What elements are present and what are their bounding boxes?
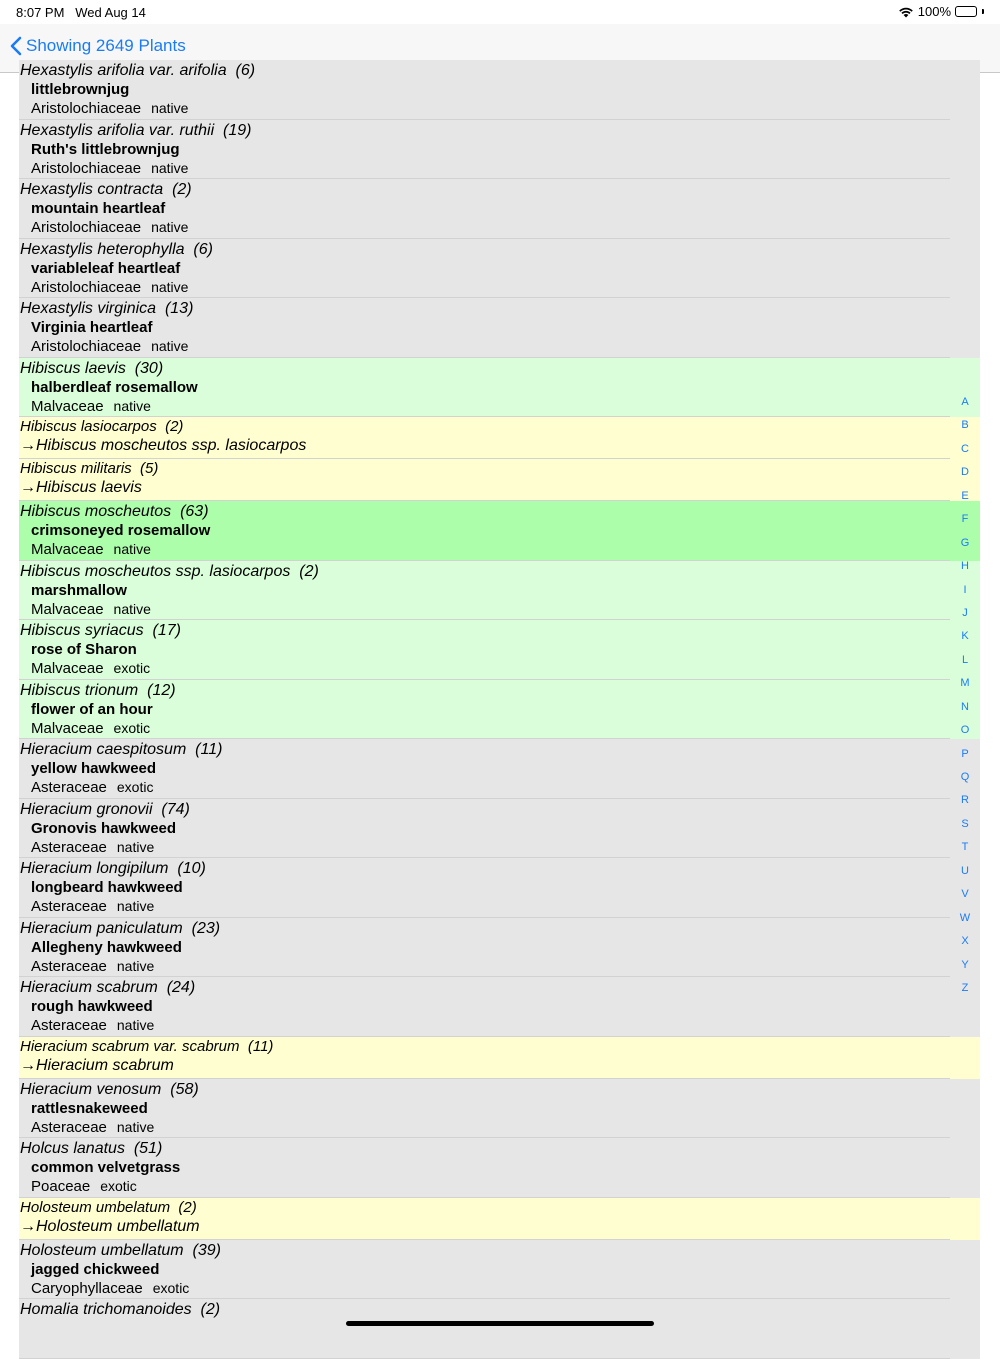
synonym-row[interactable] xyxy=(19,459,980,501)
family-line xyxy=(20,278,980,297)
plant-row[interactable] xyxy=(19,1299,980,1359)
plant-row[interactable] xyxy=(19,739,980,799)
scientific-name xyxy=(20,680,980,700)
scientific-name xyxy=(20,120,980,140)
nativity-status: exotic xyxy=(113,719,151,736)
common-name: mountain heartleaf xyxy=(31,200,166,217)
scientific-name-text: Hibiscus syriacus xyxy=(20,622,144,639)
family-line xyxy=(20,1016,980,1035)
index-letter-c[interactable]: C xyxy=(961,442,969,455)
record-count: (10) xyxy=(177,860,206,877)
index-letter-j[interactable]: J xyxy=(962,606,968,619)
nativity-status: native xyxy=(151,278,189,295)
index-letter-t[interactable]: T xyxy=(961,841,969,854)
record-count: (13) xyxy=(164,300,194,317)
record-count: (58) xyxy=(170,1080,199,1098)
scientific-name xyxy=(20,239,980,259)
synonym-row[interactable] xyxy=(19,417,980,459)
plant-list-content xyxy=(19,60,980,1359)
record-count: (2) xyxy=(172,181,192,198)
scientific-name xyxy=(20,620,980,640)
synonym-row[interactable] xyxy=(19,1198,980,1240)
family-name: Aristolochiaceae xyxy=(31,338,142,355)
nativity-status: native xyxy=(116,838,155,855)
plant-row[interactable] xyxy=(19,918,980,978)
scientific-name-text: Hexastylis arifolia var. arifolia xyxy=(20,62,227,79)
index-letter-s[interactable]: S xyxy=(961,817,969,830)
plant-row[interactable] xyxy=(19,680,980,740)
scientific-name xyxy=(20,561,980,581)
scientific-name-text: Hieracium scabrum xyxy=(20,979,158,996)
record-count: (5) xyxy=(140,460,159,477)
scientific-name xyxy=(20,298,980,318)
scientific-name xyxy=(20,417,980,436)
family-line xyxy=(20,540,980,559)
common-name: jagged chickweed xyxy=(31,1260,160,1278)
synonym-target: →Hieracium scabrum xyxy=(20,1056,174,1074)
plant-row[interactable] xyxy=(19,799,980,859)
common-name: rose of Sharon xyxy=(31,641,137,658)
scientific-name xyxy=(20,1037,980,1056)
index-letter-b[interactable]: B xyxy=(961,419,969,432)
scientific-name-text: Hibiscus militaris xyxy=(20,460,132,477)
nativity-status: exotic xyxy=(116,779,154,795)
family-name: Aristolochiaceae xyxy=(31,159,142,177)
scientific-name-text: Hexastylis contracta xyxy=(20,181,164,198)
common-name: Allegheny hawkweed xyxy=(31,938,182,956)
wifi-icon xyxy=(898,6,914,18)
plant-list[interactable] xyxy=(19,62,980,1318)
scientific-name-text: Holosteum umbellatum xyxy=(20,1241,184,1259)
nativity-status: exotic xyxy=(152,1279,190,1296)
plant-row[interactable] xyxy=(19,298,980,358)
index-letter-l[interactable]: L xyxy=(961,653,969,666)
nativity-status: native xyxy=(116,1017,155,1033)
scientific-name xyxy=(20,799,980,819)
scientific-name-text: Hieracium longipilum xyxy=(20,860,169,877)
scientific-name xyxy=(20,1299,980,1319)
scientific-name xyxy=(20,501,980,521)
record-count: (39) xyxy=(192,1241,221,1259)
record-count: (6) xyxy=(235,62,256,79)
scientific-name-text: Holosteum umbelatum xyxy=(20,1198,171,1216)
back-button-label: Showing 2649 Plants xyxy=(26,36,186,55)
family-name: Asteraceae xyxy=(31,779,107,796)
nativity-status: native xyxy=(116,898,155,914)
index-letter-m[interactable]: M xyxy=(960,677,970,690)
common-name: Ruth's littlebrownjug xyxy=(31,140,180,158)
nativity-status: native xyxy=(116,957,155,974)
family-name: Asteraceae xyxy=(31,1118,107,1136)
scientific-name xyxy=(20,1138,980,1158)
family-line xyxy=(20,1177,980,1196)
family-name: Malvaceae xyxy=(31,600,104,618)
index-letter-e[interactable]: E xyxy=(961,489,969,502)
family-line xyxy=(20,897,980,916)
scientific-name-text: Hieracium venosum xyxy=(20,1080,162,1098)
record-count: (12) xyxy=(147,681,176,699)
nativity-status: native xyxy=(116,1118,155,1135)
index-letter-p[interactable]: P xyxy=(961,747,969,760)
plant-row[interactable] xyxy=(19,977,980,1037)
index-letter-d[interactable]: D xyxy=(961,466,969,479)
common-name: rough hawkweed xyxy=(31,998,153,1015)
scientific-name-text: Hieracium scabrum var. scabrum xyxy=(20,1037,240,1055)
scientific-name xyxy=(20,60,980,80)
common-name: common velvetgrass xyxy=(31,1159,181,1176)
index-letter-h[interactable]: H xyxy=(961,560,969,573)
index-letter-k[interactable]: K xyxy=(961,630,969,643)
family-line xyxy=(20,159,980,178)
home-indicator[interactable] xyxy=(346,1321,654,1326)
scientific-name xyxy=(20,739,980,759)
nativity-status: exotic xyxy=(100,1178,137,1194)
family-line xyxy=(20,337,980,356)
nativity-status: native xyxy=(113,397,151,414)
family-name: Malvaceae xyxy=(31,719,104,737)
scientific-name-text: Homalia trichomanoides xyxy=(20,1301,192,1318)
index-letter-o[interactable]: O xyxy=(960,724,970,737)
family-name: Poaceae xyxy=(31,1178,91,1195)
record-count: (2) xyxy=(178,1198,197,1216)
plant-row[interactable] xyxy=(19,1240,980,1300)
family-line xyxy=(20,778,980,797)
record-count: (17) xyxy=(152,622,181,639)
family-name: Malvaceae xyxy=(31,660,104,677)
scientific-name-text: Hibiscus moscheutos ssp. lasiocarpos xyxy=(20,562,291,580)
scientific-name-text: Hibiscus laevis xyxy=(20,359,126,377)
scientific-name-text: Hexastylis heterophylla xyxy=(20,240,185,258)
scientific-name xyxy=(20,977,980,997)
plant-row[interactable] xyxy=(19,179,980,239)
status-date: Wed Aug 14 xyxy=(75,5,146,20)
scientific-name xyxy=(20,1198,980,1217)
back-button[interactable] xyxy=(10,36,186,56)
common-name: halberdleaf rosemallow xyxy=(31,378,198,396)
scientific-name-text: Hieracium gronovii xyxy=(20,800,153,818)
scientific-name xyxy=(20,1240,980,1260)
family-line xyxy=(20,838,980,857)
common-name: crimsoneyed rosemallow xyxy=(31,522,211,539)
record-count: (19) xyxy=(223,121,252,139)
row-separator xyxy=(19,1358,950,1359)
family-name: Asteraceae xyxy=(31,1017,107,1034)
synonym-row[interactable] xyxy=(19,1037,980,1079)
common-name: variableleaf heartleaf xyxy=(31,259,181,277)
plant-row[interactable] xyxy=(19,561,980,621)
scientific-name xyxy=(20,918,980,938)
plant-row[interactable] xyxy=(19,239,980,299)
family-name: Asteraceae xyxy=(31,957,107,975)
scientific-name-text: Hibiscus lasiocarpos xyxy=(20,418,157,435)
index-letter-w[interactable]: W xyxy=(959,911,971,924)
scientific-name-text: Hibiscus moscheutos xyxy=(20,503,172,520)
family-name: Aristolochiaceae xyxy=(31,278,142,296)
record-count: (2) xyxy=(200,1301,221,1318)
common-name: yellow hawkweed xyxy=(31,760,157,777)
family-line xyxy=(20,719,980,738)
plant-row[interactable] xyxy=(19,1079,980,1139)
scientific-name-text: Hexastylis arifolia var. ruthii xyxy=(20,121,215,139)
index-letter-r[interactable]: R xyxy=(961,794,969,807)
common-name: Gronovis hawkweed xyxy=(31,819,177,837)
synonym-target: →Hibiscus laevis xyxy=(20,479,142,496)
plant-row[interactable] xyxy=(19,501,980,561)
index-letter-g[interactable]: G xyxy=(960,536,970,549)
scientific-name-text: Hexastylis virginica xyxy=(20,300,157,317)
scientific-name xyxy=(20,858,980,878)
family-line xyxy=(20,218,980,237)
nativity-status: exotic xyxy=(113,660,151,676)
synonym-target: →Holosteum umbellatum xyxy=(20,1217,200,1235)
record-count: (63) xyxy=(180,503,209,520)
family-line xyxy=(20,1279,980,1298)
scientific-name-text: Hibiscus trionum xyxy=(20,681,139,699)
family-line xyxy=(20,1118,980,1137)
nativity-status: native xyxy=(151,100,189,116)
plant-row[interactable] xyxy=(19,858,980,918)
synonym-target: →Hibiscus moscheutos ssp. lasiocarpos xyxy=(20,437,307,454)
status-bar xyxy=(0,0,1000,24)
record-count: (2) xyxy=(165,418,184,435)
nativity-status: native xyxy=(151,219,189,235)
common-name: littlebrownjug xyxy=(31,81,130,98)
record-count: (24) xyxy=(166,979,196,996)
plant-row[interactable] xyxy=(19,60,980,120)
chevron-left-icon xyxy=(10,36,22,56)
nativity-status: native xyxy=(113,600,151,617)
common-name: longbeard hawkweed xyxy=(31,879,183,896)
family-line xyxy=(20,397,980,416)
index-letter-i[interactable]: I xyxy=(963,583,967,596)
battery-tip xyxy=(982,9,984,14)
index-letter-a[interactable]: A xyxy=(961,396,969,408)
record-count: (11) xyxy=(195,741,223,758)
scientific-name xyxy=(20,179,980,199)
family-line xyxy=(20,600,980,619)
status-indicators xyxy=(898,4,984,19)
common-name: rattlesnakeweed xyxy=(31,1099,148,1117)
scientific-name-text: Hieracium caespitosum xyxy=(20,741,187,758)
scientific-name-text: Hieracium paniculatum xyxy=(20,919,183,937)
scientific-name xyxy=(20,358,980,378)
battery-percent: 100% xyxy=(917,4,951,19)
index-letter-y[interactable]: Y xyxy=(961,958,969,971)
battery-icon xyxy=(955,6,977,17)
scientific-name-text: Holcus lanatus xyxy=(20,1140,125,1157)
nativity-status: native xyxy=(151,338,189,354)
plant-row[interactable] xyxy=(19,620,980,680)
common-name: marshmallow xyxy=(31,581,127,599)
record-count: (30) xyxy=(134,359,164,377)
family-line xyxy=(20,659,980,678)
plant-row[interactable] xyxy=(19,120,980,180)
family-line xyxy=(20,957,980,976)
plant-row[interactable] xyxy=(19,358,980,418)
common-name: Virginia heartleaf xyxy=(31,319,153,336)
record-count: (11) xyxy=(247,1037,274,1055)
index-letter-n[interactable]: N xyxy=(961,700,969,713)
nativity-status: native xyxy=(151,159,189,176)
status-clock: 8:07 PM xyxy=(16,5,65,20)
scientific-name xyxy=(20,1079,980,1099)
record-count: (74) xyxy=(161,800,190,818)
index-letter-q[interactable]: Q xyxy=(960,771,970,783)
family-name: Malvaceae xyxy=(31,397,104,415)
record-count: (6) xyxy=(193,240,213,258)
family-name: Aristolochiaceae xyxy=(31,100,142,117)
common-name: flower of an hour xyxy=(31,700,153,718)
scientific-name xyxy=(20,459,980,478)
family-name: Aristolochiaceae xyxy=(31,219,142,236)
index-letter-z[interactable]: Z xyxy=(961,981,969,994)
family-name: Caryophyllaceae xyxy=(31,1279,143,1297)
alphabet-index[interactable] xyxy=(953,395,977,1004)
record-count: (23) xyxy=(191,919,221,937)
family-line xyxy=(20,99,980,118)
status-time xyxy=(16,5,146,20)
family-name: Asteraceae xyxy=(31,898,107,915)
plant-row[interactable] xyxy=(19,1138,980,1198)
family-name: Malvaceae xyxy=(31,541,104,558)
record-count: (2) xyxy=(299,562,319,580)
nativity-status: native xyxy=(113,541,151,557)
family-name: Asteraceae xyxy=(31,838,107,856)
index-letter-v[interactable]: V xyxy=(961,888,969,901)
index-letter-u[interactable]: U xyxy=(961,864,969,877)
index-letter-x[interactable]: X xyxy=(961,935,969,948)
index-letter-f[interactable]: F xyxy=(961,513,969,526)
record-count: (51) xyxy=(133,1140,163,1157)
